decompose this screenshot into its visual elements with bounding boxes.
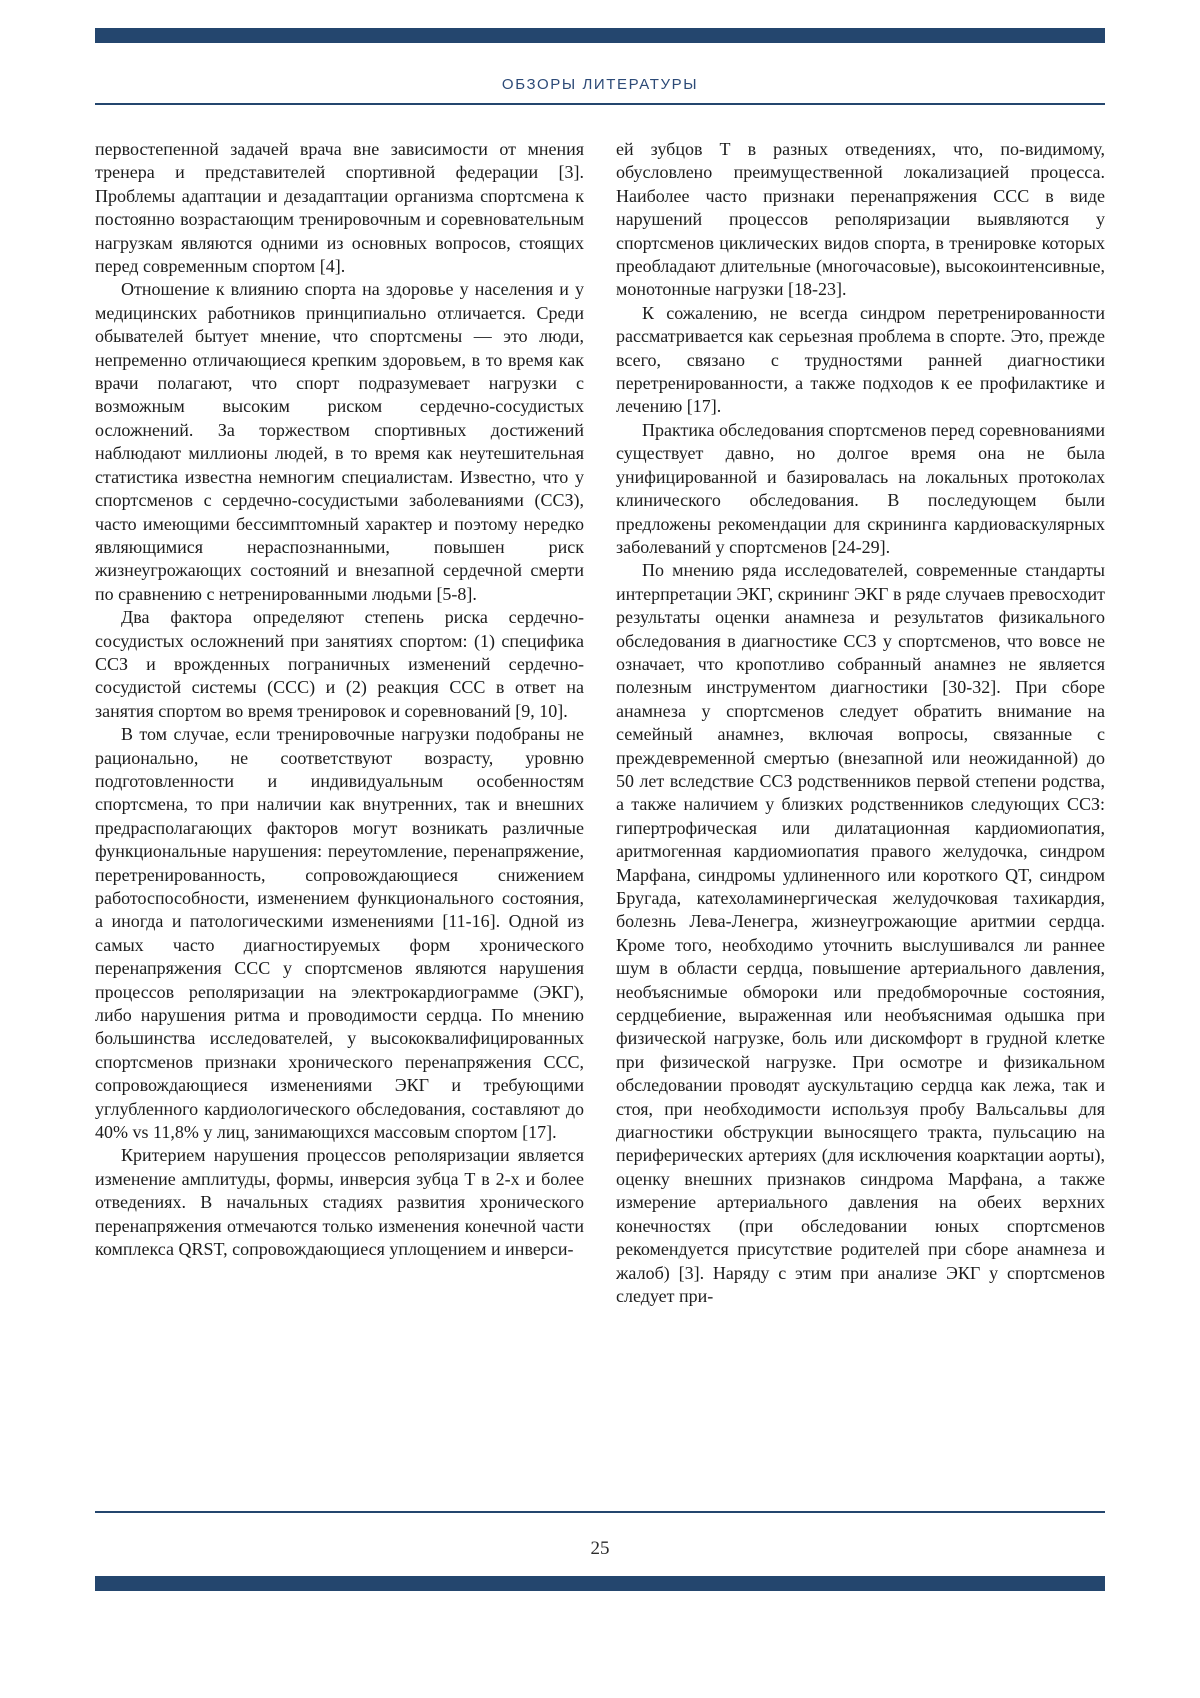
right-column [616, 138, 1105, 1506]
footer-rule [95, 1511, 1105, 1513]
paragraph: Отношение к влиянию спорта на здоровье у населения и у медицинских работников принципиально отличается. Среди обывателей бытует мнение, что спортсмены — это люди, непременно отличающиеся крепким здоровьем, в то время как врачи полагают, что спорт подразумевает нагрузки с возможным высоким риском сердечно-сосудистых осложнений. За торжеством спортивных достижений наблюдают миллионы людей, в то время как неутешительная статистика известна немногим специалистам. Известно, что у спортсменов с сердечно-сосудистыми заболеваниями (ССЗ), часто имеющими бессимптомный характер и поэтому нередко являющимися нераспознанными, повышен риск жизнеугрожающих состояний и внезапной сердечной смерти по сравнению с нетренированными людьми [5-8]. [95, 279, 584, 604]
paragraph: первостепенной задачей врача вне зависимости от мнения тренера и представителей спортивной федерации [3]. Проблемы адаптации и дезадаптации организма спортсмена к постоянно возрастающим тренировочным и соревновательным нагрузкам являются одними из основных вопросов, стоящих перед современным спортом [4]. [95, 139, 584, 277]
paragraph: Практика обследования спортсменов перед соревнованиями существует давно, но долгое время она не была унифицированной и базировалась на локальных протоколах клинического обследования. В последующем были предложены рекомендации для скрининга кардиоваскулярных заболеваний у спортсменов [24-29]. [616, 419, 1105, 557]
paragraph: К сожалению, не всегда синдром перетренированности рассматривается как серьезная проблема в спорте. Это, прежде всего, связано с трудностями ранней диагностики перетренированности, а также подходов к ее профилактике и лечению [17]. [616, 302, 1105, 417]
header-rule [95, 103, 1105, 105]
paragraph: Критерием нарушения процессов реполяризации является изменение амплитуды, формы, инверсия зубца Т в 2-х и более отведениях. В начальных стадиях развития хронического перенапряжения отмечаются только изменения конечной части комплекса QRST, сопровождающиеся уплощением и инверси- [95, 1145, 584, 1260]
footer-bar [95, 1576, 1105, 1591]
paragraph: ей зубцов Т в разных отведениях, что, по-видимому, обусловлено преимущественной локализацией процесса. Наиболее часто признаки перенапряжения ССС в виде нарушений процессов реполяризации выявляются у спортсменов циклических видов спорта, в тренировке которых преобладают длительные (многочасовые), высокоинтенсивные, монотонные нагрузки [18-23]. [616, 139, 1105, 300]
section-title: ОБЗОРЫ ЛИТЕРАТУРЫ [501, 76, 699, 93]
paragraph: В том случае, если тренировочные нагрузки подобраны не рационально, не соответствуют возрасту, уровню подготовленности и индивидуальным особенностям спортсмена, то при наличии как внутренних, так и внешних предрасполагающих факторов могут возникать различные функциональные нарушения: переутомление, перенапряжение, перетренированность, сопровождающиеся снижением работоспособности, изменением функционального состояния, а иногда и патологическими изменениями [11-16]. Одной из самых часто диагностируемых форм хронического перенапряжения ССС у спортсменов являются нарушения процессов реполяризации на электрокардиограмме (ЭКГ), либо нарушения ритма и проводимости сердца. По мнению большинства исследователей, у высококвалифицированных спортсменов признаки хронического перенапряжения ССС, сопровождающиеся изменениями ЭКГ и требующими углубленного кардиологического обследования, составляют до 40% vs 11,8% у лиц, занимающихся массовым спортом [17]. [95, 724, 584, 1143]
paragraph: Два фактора определяют степень риска сердечно-сосудистых осложнений при занятиях спортом: (1) специфика ССЗ и врожденных пограничных изменений сердечно-сосудистой системы (ССС) и (2) реакция ССС в ответ на занятия спортом во время тренировок и соревнований [9, 10]. [95, 607, 584, 721]
header-bar [95, 28, 1105, 43]
page-number: 25 [590, 1538, 610, 1559]
article-body [95, 138, 1105, 1506]
left-column [95, 138, 584, 1506]
paragraph: По мнению ряда исследователей, современные стандарты интерпретации ЭКГ, скрининг ЭКГ в ряде случаев превосходит результаты оценки анамнеза и результатов физикального обследования в диагностике ССЗ у спортсменов, что вовсе не означает, что кропотливо собранный анамнез не является полезным инструментом диагностики [30-32]. При сборе анамнеза у спортсменов следует обратить внимание на семейный анамнез, включая вопросы, связанные с преждевременной смертью (внезапной или неожиданной) до 50 лет вследствие ССЗ родственников первой степени родства, а также наличием у близких родственников следующих ССЗ: гипертрофическая или дилатационная кардиомиопатия, аритмогенная кардиомиопатия правого желудочка, синдром Марфана, синдромы удлиненного или короткого QT, синдром Бругада, катехоламинергическая желудочковая тахикардия, болезнь Лева-Ленегра, жизнеугрожающие аритмии сердца. Кроме того, необходимо уточнить выслушивался ли раннее шум в области сердца, повышение артериального давления, необъяснимые обмороки или предобморочные состояния, сердцебиение, выраженная или необъяснимая одышка при физической нагрузке, боль или дискомфорт в грудной клетке при физической нагрузке. При осмотре и физикальном обследовании проводят аускультацию сердца как лежа, так и стоя, при необходимости используя пробу Вальсальвы для диагностики обструкции выносящего тракта, пульсацию на периферических артериях (для исключения коарктации аорты), оценку внешних признаков синдрома Марфана, а также измерение артериального давления на обеих верхних конечностях (при обследовании юных спортсменов рекомендуется присутствие родителей при сборе анамнеза и жалоб) [3]. Наряду с этим при анализе ЭКГ у спортсменов следует при- [616, 560, 1105, 1306]
